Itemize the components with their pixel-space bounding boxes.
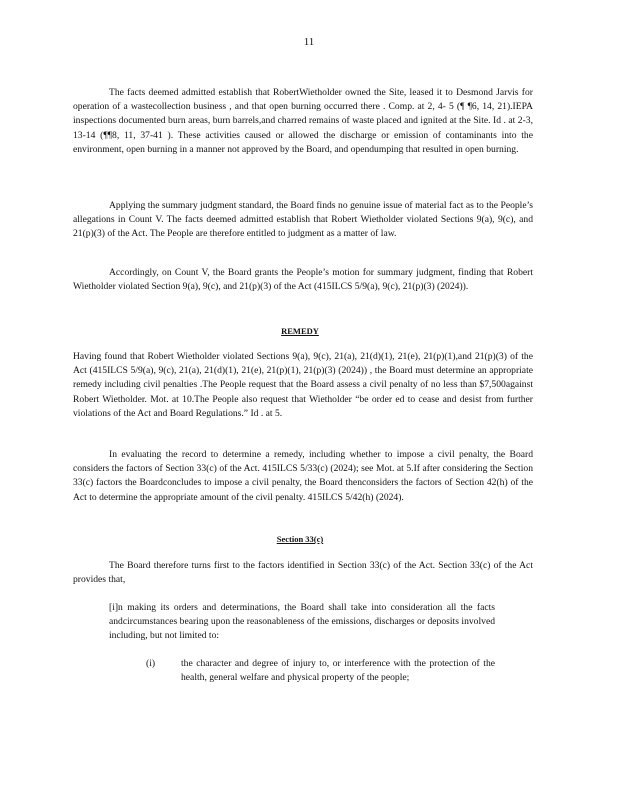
paragraph-facts-admitted: The facts deemed admitted establish that RobertWietholder owned the Site, leased it to Desmond Jarvis for operation of a wastecollection business , and that open burning occurred there . Comp. at 2, 4- 5 (¶ ¶6, 14, 21).IEPA inspections documented burn areas, burn barrels,and charred remains of waste placed and ignited at the Site. Id . at 2-3, 13-14 (¶¶8, 11, 37-41 ). These activities caused or allowed the discharge or emission of contaminants into the environment, open burning in a manner not approved by the Board, and opendumping that resulted in open burning. (73, 87, 533, 155)
paragraph-summary-judgment: Applying the summary judgment standard, the Board finds no genuine issue of material fact as to the People’s allegations in Count V. The facts deemed admitted establish that Robert Wietholder violated Sections 9(a), 9(c), and 21(p)(3) of the Act. The People are therefore entitled to judgment as a matter of law. (73, 200, 533, 240)
paragraph-count-v-ruling: Accordingly, on Count V, the Board grants the People’s motion for summary judgment, finding that Robert Wietholder violated Section 9(a), 9(c), and 21(p)(3) of the Act (415ILCS 5/9(a), 9(c), 21(p)(3) (2024)). (73, 267, 533, 293)
paragraph-remedy-request: Having found that Robert Wietholder violated Sections 9(a), 9(c), 21(a), 21(d)(1), 21(e), 21(p)(1),and 21(p)(3) of the Act (415ILCS 5/9(a), 9(c), 21(a), 21(d)(1), 21(e), 21(p)(1), 21(p)(3) (2024)) , the Board must determine an appropriate remedy including civil penalties .The People request that the Board assess a civil penalty of no less than $7,500against Robert Wietholder. Mot. at 10.The People also request that Wietholder “be order ed to cease and desist from further violations of the Act and Board Regulations.” Id . at 5. (73, 351, 533, 419)
heading-remedy (0, 326, 618, 336)
heading-section-33c (0, 534, 618, 544)
paragraph-section-33c-intro: The Board therefore turns first to the factors identified in Section 33(c) of the Act. Section 33(c) of the Act provides that, (73, 560, 533, 586)
page-number: 11 (303, 36, 315, 48)
statutory-quote: [i]n making its orders and determinations, the Board shall take into consideration all the facts andcircumstances bearing upon the reasonableness of the emissions, discharges or deposits involved including, but not limited to: (109, 602, 495, 642)
heading-remedy-text: REMEDY (281, 326, 319, 336)
heading-section-33c-text: Section 33(c) (276, 534, 324, 544)
paragraph-evaluating-record: In evaluating the record to determine a remedy, including whether to impose a civil penalty, the Board considers the factors of Section 33(c) of the Act. 415ILCS 5/33(c) (2024); see Mot. at 5.If after considering the Section 33(c) factors the Boardconcludes to impose a civil penalty, the Board thenconsiders the factors of Section 42(h) of the Act to determine the appropriate amount of the civil penalty. 415ILCS 5/42(h) (2024). (73, 449, 533, 503)
list-item-number: (i) (146, 658, 156, 669)
list-item-text: the character and degree of injury to, or interference with the protection of the health, general welfare and physical property of the people; (181, 658, 495, 684)
